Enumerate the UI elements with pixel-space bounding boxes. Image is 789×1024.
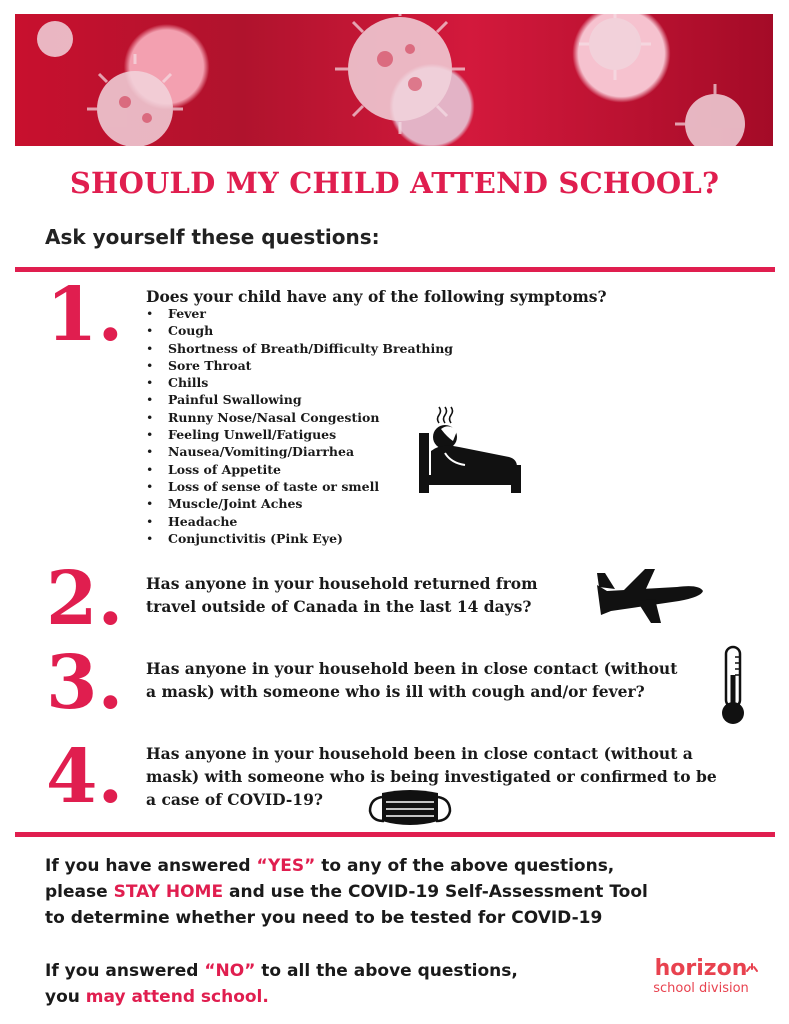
may-attend-emphasis: may attend school.	[85, 987, 269, 1007]
no-emphasis: “NO”	[204, 961, 256, 981]
top-divider	[15, 267, 775, 272]
symptom-item: • Shortness of Breath/Difficulty Breathing	[146, 340, 453, 357]
yes-message-text: please	[45, 882, 114, 902]
virus-banner-image	[15, 14, 773, 146]
symptom-list	[146, 305, 453, 547]
logo-sunrise-icon	[744, 957, 760, 973]
yes-message-text: and use the COVID-19 Self-Assessment Tool	[223, 882, 648, 902]
symptom-item: • Nausea/Vomiting/Diarrhea	[146, 443, 453, 460]
question-number-2: 2.	[46, 556, 124, 642]
yes-emphasis: “YES”	[256, 856, 316, 876]
question-4-line-3: a case of COVID-19?	[146, 790, 323, 809]
question-4-line-1: Has anyone in your household been in close contact (without a	[146, 744, 693, 763]
question-1-text: Does your child have any of the following symptoms?	[146, 287, 607, 306]
yes-message-line-1	[45, 853, 614, 879]
symptom-item: • Chills	[146, 374, 453, 391]
logo-wordmark: horizon	[654, 956, 748, 981]
yes-message-text: If you have answered	[45, 856, 257, 876]
airplane-icon	[593, 563, 705, 625]
question-3-line-2: a mask) with someone who is ill with cough and/or fever?	[146, 682, 645, 701]
symptom-item: • Headache	[146, 513, 453, 530]
no-message-line-1	[45, 958, 518, 984]
symptom-item: • Loss of sense of taste or smell	[146, 478, 453, 495]
symptom-item: • Loss of Appetite	[146, 461, 453, 478]
stay-home-emphasis: STAY HOME	[113, 882, 224, 902]
yes-message-line-2	[45, 879, 648, 905]
bottom-divider	[15, 832, 775, 837]
symptom-item: • Cough	[146, 322, 453, 339]
no-message-text: If you answered	[45, 961, 205, 981]
face-mask-icon	[368, 789, 452, 829]
sick-in-bed-icon	[415, 405, 525, 497]
question-number-4: 4.	[46, 734, 124, 820]
question-number-1: 1.	[46, 272, 124, 358]
subtitle: Ask yourself these questions:	[45, 225, 380, 249]
question-2-line-1: Has anyone in your household returned from	[146, 574, 538, 593]
logo-subtitle: school division	[653, 981, 749, 996]
yes-message-text: to any of the above questions,	[315, 856, 615, 876]
question-2-line-2: travel outside of Canada in the last 14 days?	[146, 597, 532, 616]
symptom-item: • Painful Swallowing	[146, 391, 453, 408]
symptom-item: • Muscle/Joint Aches	[146, 495, 453, 512]
symptom-item: • Fever	[146, 305, 453, 322]
symptom-item: • Sore Throat	[146, 357, 453, 374]
yes-message-line-3: to determine whether you need to be tested for COVID-19	[45, 908, 603, 928]
question-4-line-2: mask) with someone who is being investigated or confirmed to be	[146, 767, 717, 786]
question-3-line-1: Has anyone in your household been in close contact (without	[146, 659, 678, 678]
question-number-3: 3.	[46, 640, 124, 726]
page-title: SHOULD MY CHILD ATTEND SCHOOL?	[69, 166, 720, 200]
no-message-text: you	[45, 987, 86, 1007]
thermometer-icon	[718, 645, 748, 727]
symptom-item: • Feeling Unwell/Fatigues	[146, 426, 453, 443]
symptom-item: • Conjunctivitis (Pink Eye)	[146, 530, 453, 547]
no-message-line-2	[45, 984, 269, 1010]
symptom-item: • Runny Nose/Nasal Congestion	[146, 409, 453, 426]
no-message-text: to all the above questions,	[255, 961, 518, 981]
